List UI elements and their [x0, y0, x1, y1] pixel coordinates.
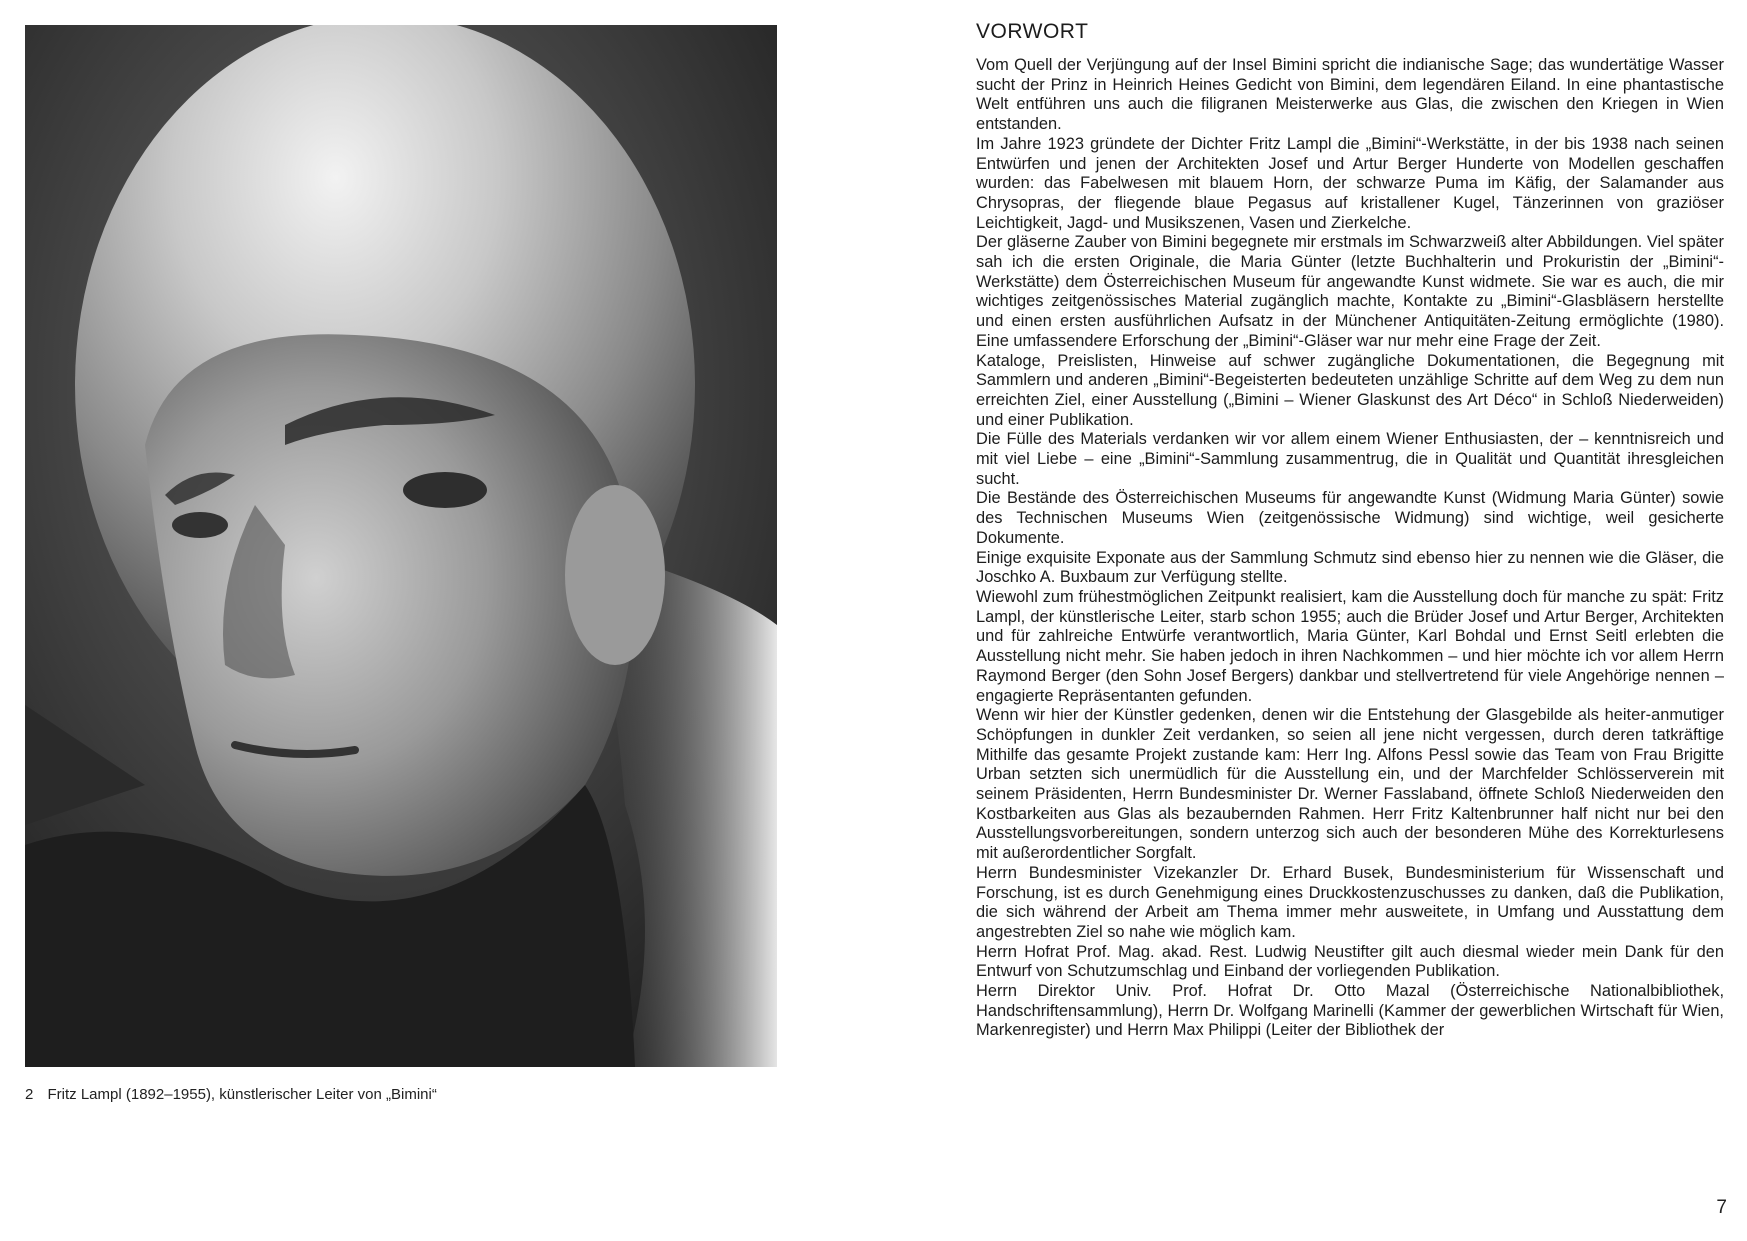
paragraph: Im Jahre 1923 gründete der Dichter Fritz Lampl die „Bimini“-Werkstätte, in der bis 1938 nach seinen Entwürfen und jenen der Architekten Josef und Artur Berger Hunderte von Modellen geschaffen wurden: das Fabelwesen mit blauem Horn, der schwarze Puma im Käfig, der Salamander aus Chrysopras, der fliegende blaue Pegasus auf kristallener Kugel, Tänzerinnen von graziöser Leichtigkeit, Jagd- und Musikszenen, Vasen und Zierkelche. [976, 134, 1724, 232]
foreword-heading: VORWORT [976, 20, 1089, 43]
paragraph: Herrn Hofrat Prof. Mag. akad. Rest. Ludwig Neustifter gilt auch diesmal wieder mein Dank für den Entwurf von Schutzumschlag und Einband der vorliegenden Publikation. [976, 942, 1724, 981]
paragraph: Herrn Bundesminister Vizekanzler Dr. Erhard Busek, Bundesministerium für Wissenschaft und Forschung, ist es durch Genehmigung eines Druckkostenzuschusses zu danken, daß die Publikation, die sich während der Arbeit am Thema immer mehr ausweitete, in Umfang und Ausstattung dem angestrebten Ziel so nahe wie möglich kam. [976, 863, 1724, 941]
paragraph: Die Fülle des Materials verdanken wir vor allem einem Wiener Enthusiasten, der – kenntnisreich und mit viel Liebe – eine „Bimini“-Sammlung zusammentrug, die in Qualität und Quantität ihresgleichen sucht. [976, 430, 1724, 488]
foreword-body [976, 56, 1724, 1041]
page-number: 7 [1716, 1197, 1727, 1218]
portrait-photo [25, 25, 777, 1067]
photo-caption [25, 1085, 437, 1105]
paragraph: Einige exquisite Exponate aus der Sammlung Schmutz sind ebenso hier zu nennen wie die Gläser, die Joschko A. Buxbaum zur Verfügung stellte. [976, 548, 1724, 587]
caption-text: Fritz Lampl (1892–1955), künstlerischer Leiter von „Bimini“ [47, 1086, 437, 1103]
paragraph: Wiewohl zum frühestmöglichen Zeitpunkt realisiert, kam die Ausstellung doch für manche zu spät: Fritz Lampl, der künstlerische Leiter, starb schon 1955; auch die Brüder Josef und Artur Berger, Architekten und für zahlreiche Entwürfe verantwortlich, Maria Günter, Karl Bohdal und Ernst Seitl erlebten die Ausstellung nicht mehr. Sie haben jedoch in ihren Nachkommen – und hier möchte ich vor allem Herrn Raymond Berger (den Sohn Josef Bergers) dankbar und stellvertretend für viele Angehörige nennen – engagierte Repräsentanten gefunden. [976, 587, 1724, 705]
portrait-illustration [25, 25, 777, 1067]
paragraph: Die Bestände des Österreichischen Museums für angewandte Kunst (Widmung Maria Günter) sowie des Technischen Museums Wien (zeitgenössische Widmung) sind wichtige, weil gesicherte Dokumente. [976, 489, 1724, 547]
paragraph: Herrn Direktor Univ. Prof. Hofrat Dr. Otto Mazal (Österreichische Nationalbibliothek, Handschriftensammlung), Herrn Dr. Wolfgang Marinelli (Kammer der gewerblichen Wirtschaft für Wien, Markenregister) und Herrn Max Philippi (Leiter der Bibliothek der [976, 982, 1724, 1040]
caption-number: 2 [25, 1086, 34, 1103]
paragraph: Der gläserne Zauber von Bimini begegnete mir erstmals im Schwarzweiß alter Abbildungen. Viel später sah ich die ersten Originale, die Maria Günter (letzte Buchhalterin und Prokuristin der „Bimini“-Werkstätte) dem Österreichischen Museum für angewandte Kunst widmete. Sie war es auch, die mir wichtiges zeitgenössisches Material zugänglich machte, Kontakte zu „Bimini“-Glasbläsern herstellte und einen ersten ausführlichen Aufsatz in der Münchener Antiquitäten-Zeitung ermöglichte (1980). Eine umfassendere Erforschung der „Bimini“-Gläser war nur mehr eine Frage der Zeit. [976, 233, 1724, 350]
paragraph: Vom Quell der Verjüngung auf der Insel Bimini spricht die indianische Sage; das wundertätige Wasser sucht der Prinz in Heinrich Heines Gedicht von Bimini, dem legendären Eiland. In eine phantastische Welt entführen uns auch die filigranen Meisterwerke aus Glas, die zwischen den Kriegen in Wien entstanden. [976, 56, 1724, 134]
paragraph: Wenn wir hier der Künstler gedenken, denen wir die Entstehung der Glasgebilde als heiter-anmutiger Schöpfungen in dunkler Zeit verdanken, so seien all jene nicht vergessen, durch deren tatkräftige Mithilfe das gesamte Projekt zustande kam: Herr Ing. Alfons Pessl sowie das Team von Frau Brigitte Urban setzten sich unermüdlich für die Ausstellung ein, und der Marchfelder Schlösserverein mit seinem Präsidenten, Herrn Bundesminister Dr. Werner Fasslaband, öffnete Schloß Niederweiden den Kostbarkeiten aus Glas als bezaubernden Rahmen. Herr Fritz Kaltenbrunner half nicht nur bei den Ausstellungsvorbereitungen, sondern unterzog sich auch der besonderen Mühe des Korrekturlesens mit außerordentlicher Sorgfalt. [976, 706, 1724, 863]
paragraph: Kataloge, Preislisten, Hinweise auf schwer zugängliche Dokumentationen, die Begegnung mit Sammlern und anderen „Bimini“-Begeisterten bedeuteten unzählige Schritte auf dem Weg zu dem nun erreichten Ziel, einer Ausstellung („Bimini – Wiener Glaskunst des Art Déco“ in Schloß Niederweiden) und einer Publikation. [976, 351, 1724, 429]
foreword-column [976, 18, 1724, 1041]
